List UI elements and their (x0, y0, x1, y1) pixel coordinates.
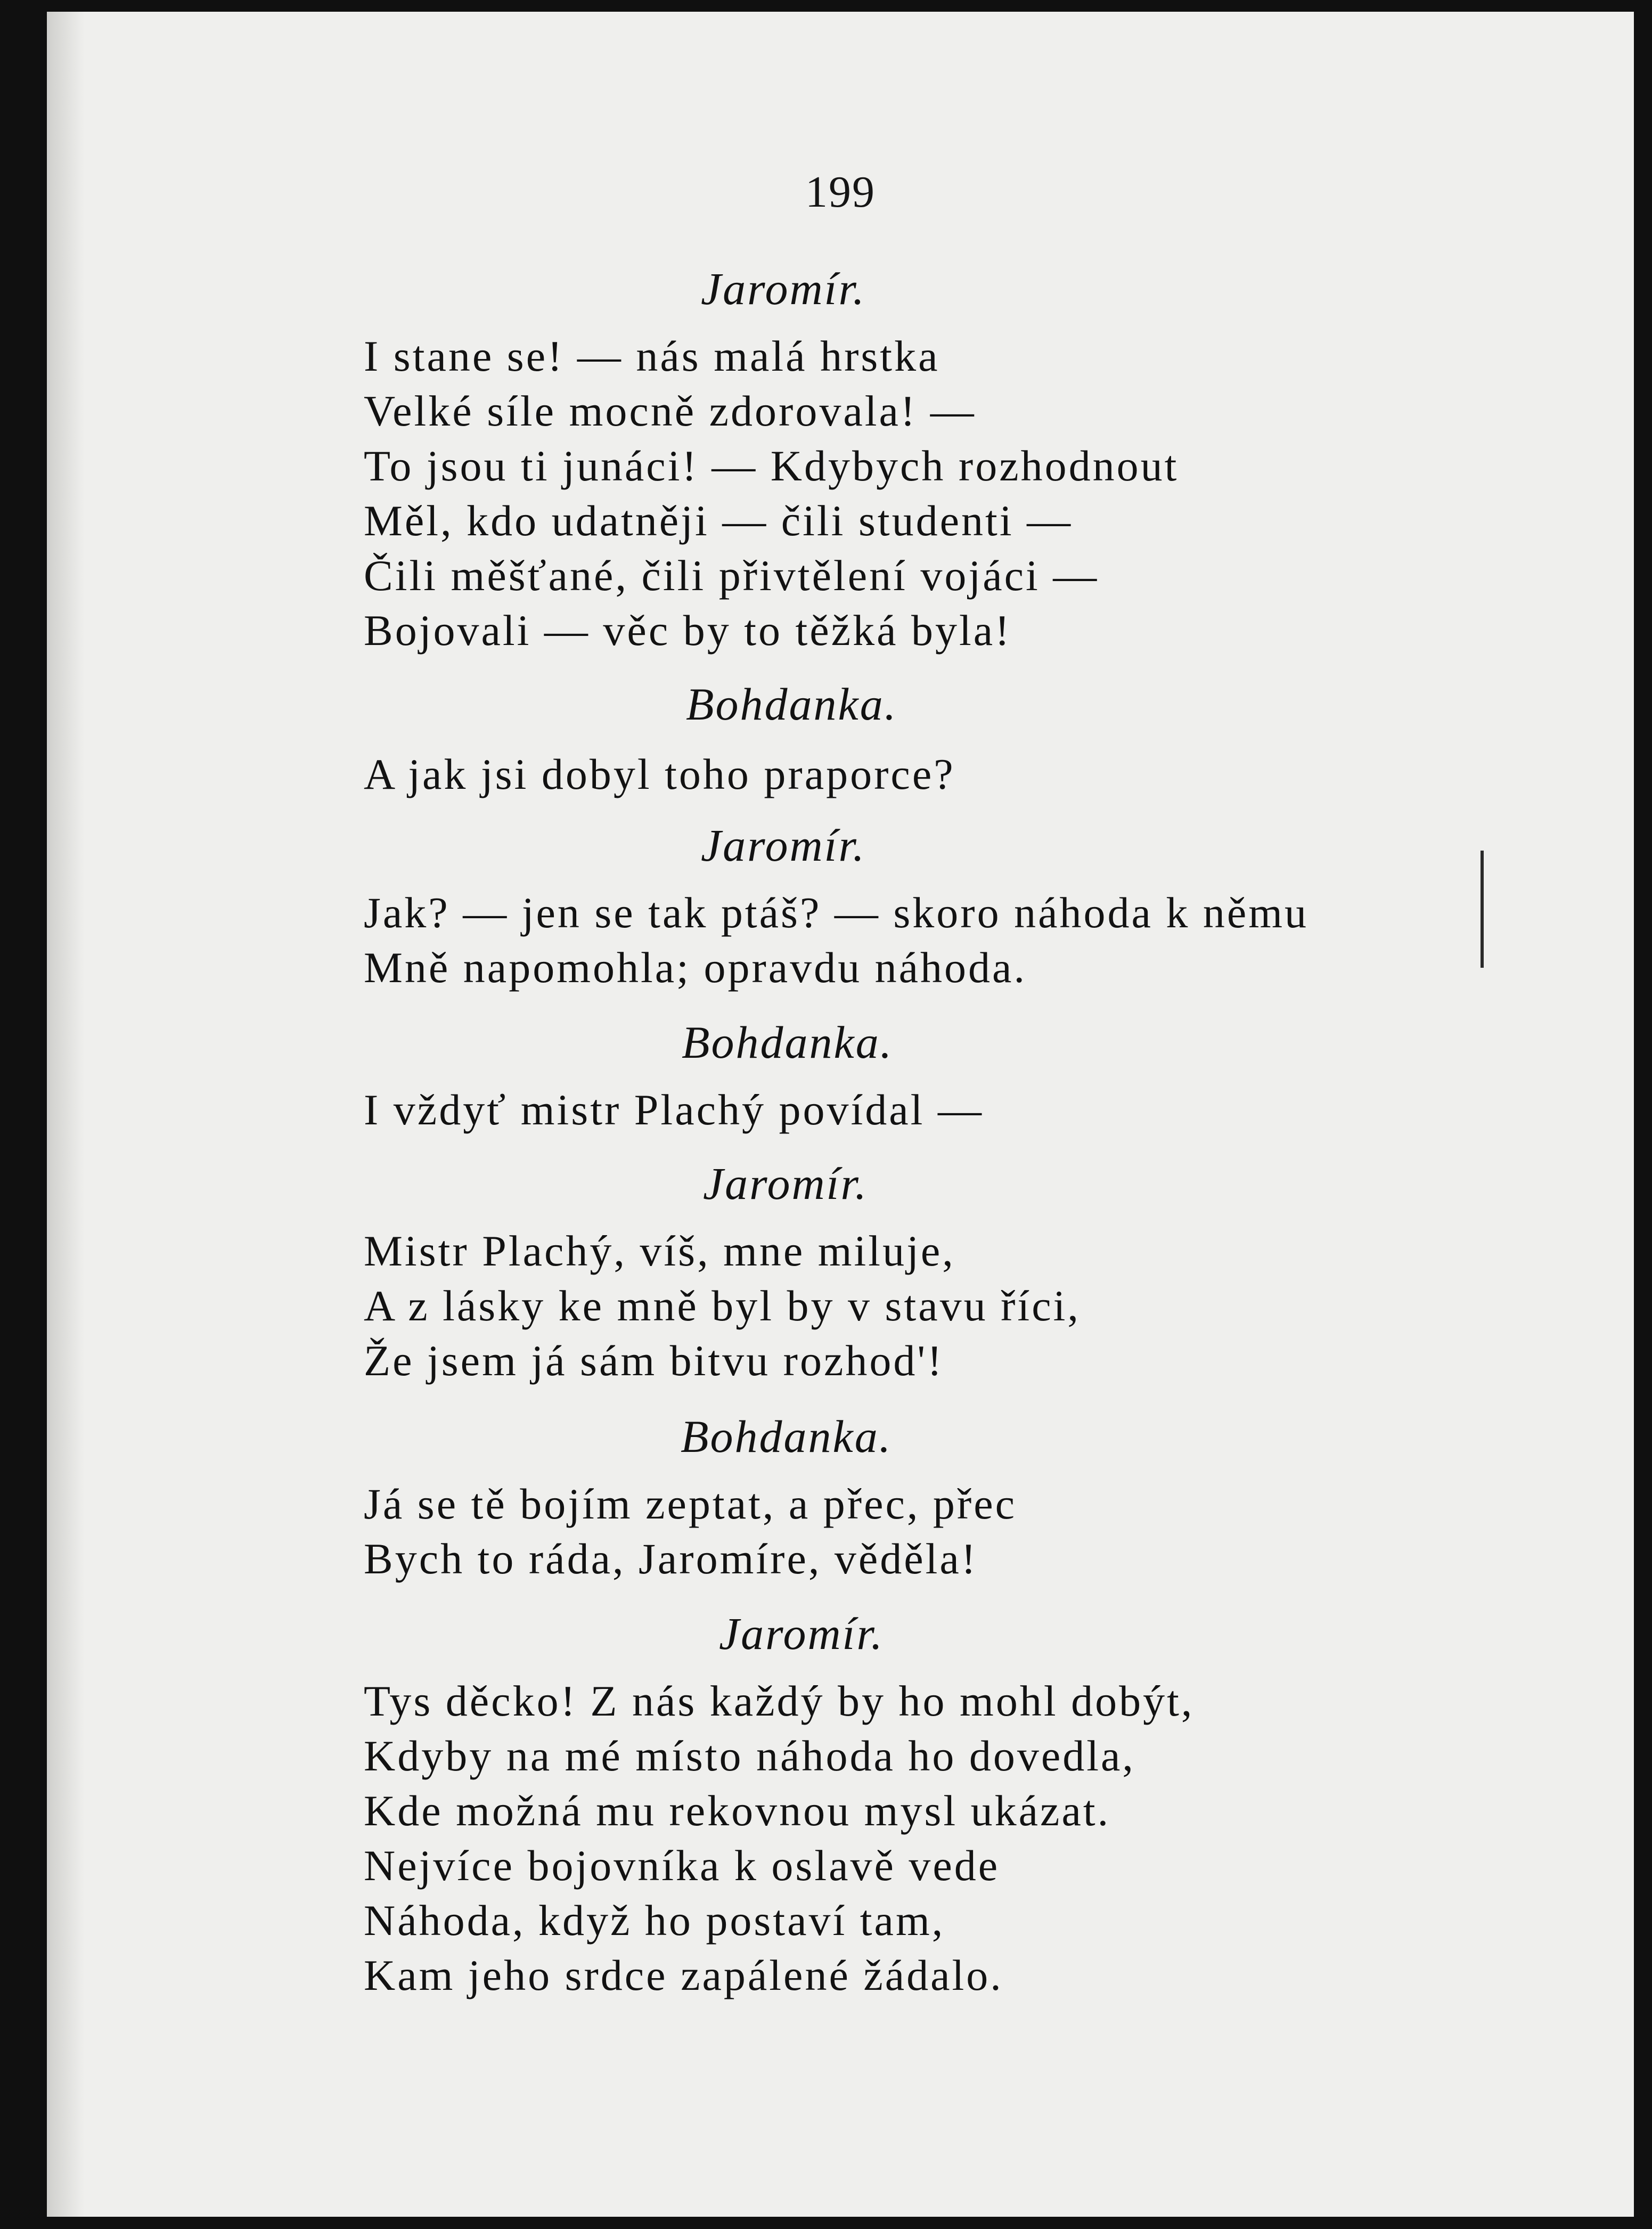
verse-line: Měl, kdo udatněji — čili studenti — (364, 496, 1073, 545)
book-page (47, 12, 1634, 2217)
verse-line: A jak jsi dobyl toho praporce? (364, 750, 955, 798)
margin-mark (1481, 851, 1484, 968)
speaker-name: Jaromír. (701, 820, 866, 871)
verse-line: Nejvíce bojovníka k oslavě vede (364, 1841, 1000, 1890)
verse-line: Kdyby na mé místo náhoda ho dovedla, (364, 1732, 1135, 1780)
verse-line: Velké síle mocně zdorovala! — (364, 387, 976, 435)
page-gutter-shadow (47, 12, 84, 2217)
verse-line: Já se tě bojím zeptat, a přec, přec (364, 1480, 1017, 1528)
speaker-name: Bohdanka. (686, 679, 898, 730)
speaker-name: Bohdanka. (682, 1017, 894, 1068)
verse-line: Bojovali — věc by to těžká byla! (364, 606, 1012, 655)
verse-line: Náhoda, když ho postaví tam, (364, 1896, 945, 1945)
verse-line: Čili měšťané, čili přivtělení vojáci — (364, 551, 1099, 600)
verse-line: Kde možná mu rekovnou mysl ukázat. (364, 1786, 1111, 1835)
page-number: 199 (805, 167, 876, 217)
speaker-name: Bohdanka. (681, 1411, 893, 1462)
verse-line: Jak? — jen se tak ptáš? — skoro náhoda k němu (364, 888, 1309, 937)
verse-line: Mistr Plachý, víš, mne miluje, (364, 1227, 955, 1275)
verse-line: Bych to ráda, Jaromíre, věděla! (364, 1534, 978, 1583)
speaker-name: Jaromír. (701, 263, 866, 314)
speaker-name: Jaromír. (703, 1158, 868, 1209)
verse-line: Mně napomohla; opravdu náhoda. (364, 943, 1027, 992)
verse-line: To jsou ti junáci! — Kdybych rozhodnout (364, 442, 1179, 490)
verse-line: I stane se! — nás malá hrstka (364, 332, 940, 380)
verse-line: Že jsem já sám bitvu rozhod'! (364, 1336, 944, 1385)
verse-line: I vždyť mistr Plachý povídal — (364, 1085, 984, 1134)
verse-line: Kam jeho srdce zapálené žádalo. (364, 1951, 1003, 1999)
speaker-name: Jaromír. (719, 1608, 884, 1659)
verse-line: A z lásky ke mně byl by v stavu říci, (364, 1281, 1081, 1330)
verse-line: Tys děcko! Z nás každý by ho mohl dobýt, (364, 1677, 1195, 1725)
